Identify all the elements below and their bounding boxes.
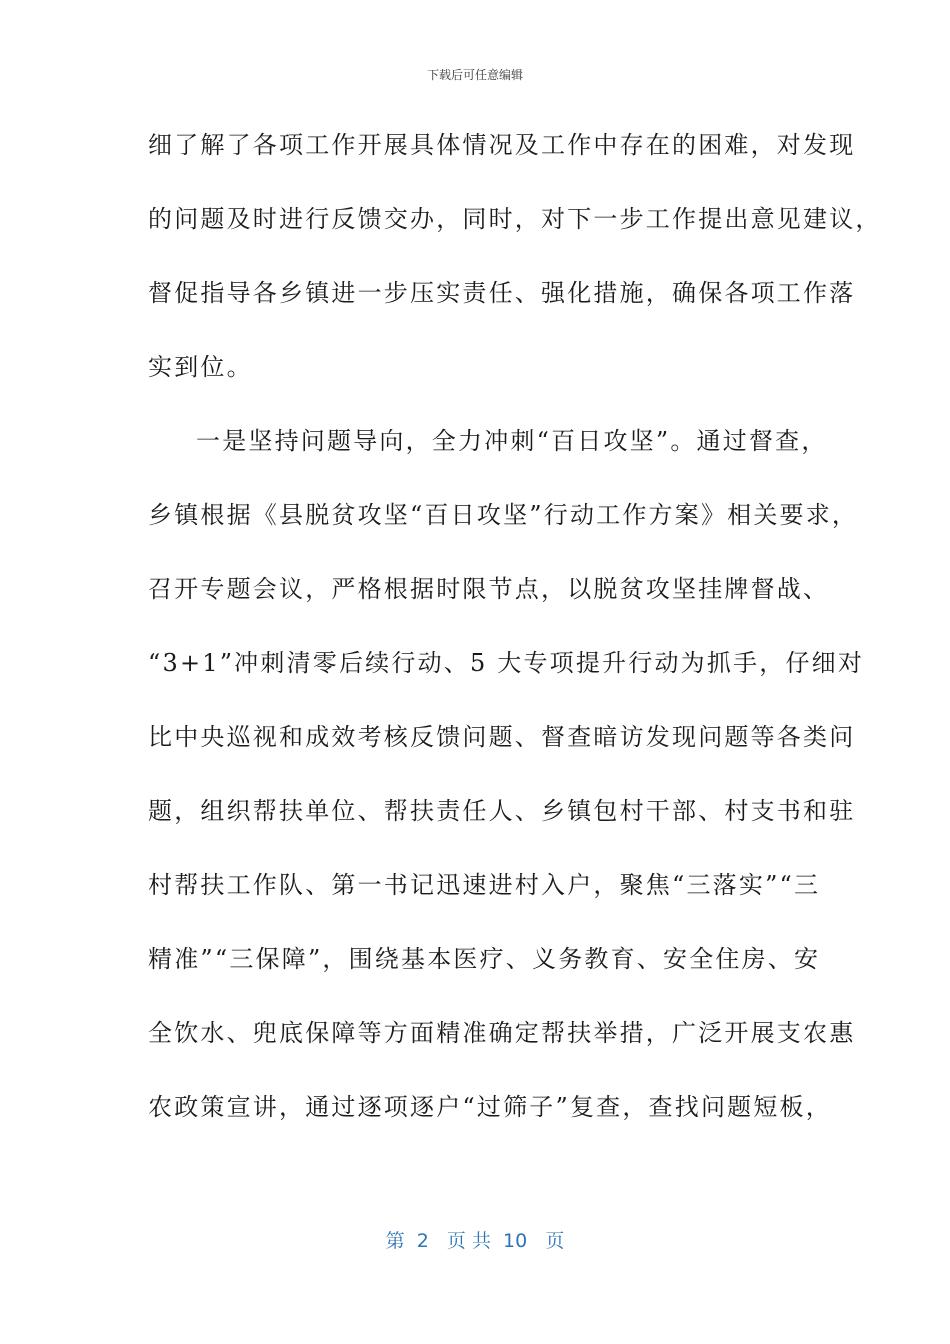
document-body — [148, 125, 882, 1161]
body-line: 精准”“三保障”，围绕基本医疗、义务教育、安全住房、安 — [148, 945, 821, 973]
body-line: 全饮水、兜底保障等方面精准确定帮扶举措，广泛开展支农惠 — [148, 1019, 856, 1047]
body-line: 督促指导各乡镇进一步压实责任、强化措施，确保各项工作落 — [148, 279, 856, 307]
body-line: 乡镇根据《县脱贫攻坚“百日攻坚”行动工作方案》相关要求， — [148, 501, 859, 529]
body-line: 召开专题会议，严格根据时限节点，以脱贫攻坚挂牌督战、 — [148, 575, 830, 603]
download-editable-note: 下载后可任意编辑 — [426, 68, 523, 82]
body-line: 题，组织帮扶单位、帮扶责任人、乡镇包村干部、村支书和驻 — [148, 797, 856, 825]
body-line: 村帮扶工作队、第一书记迅速进村入户，聚焦“三落实”“三 — [148, 871, 821, 899]
paragraph-start-line: 一是坚持问题导向，全力冲刺“百日攻坚”。通过督查， — [196, 427, 828, 455]
body-line: 比中央巡视和成效考核反馈问题、督查暗访发现问题等各类问 — [148, 723, 856, 751]
body-line: “3+1”冲刺清零后续行动、5 大专项提升行动为抓手，仔细对 — [148, 649, 865, 677]
body-line: 农政策宣讲，通过逐项逐户“过筛子”复查，查找问题短板， — [148, 1093, 832, 1121]
body-line: 实到位。 — [148, 353, 253, 381]
body-line: 细了解了各项工作开展具体情况及工作中存在的困难，对发现 — [148, 131, 856, 159]
page-number-footer: 第 2 页 共 10 页 — [385, 1230, 565, 1252]
body-line: 的问题及时进行反馈交办，同时，对下一步工作提出意见建议， — [148, 205, 882, 233]
